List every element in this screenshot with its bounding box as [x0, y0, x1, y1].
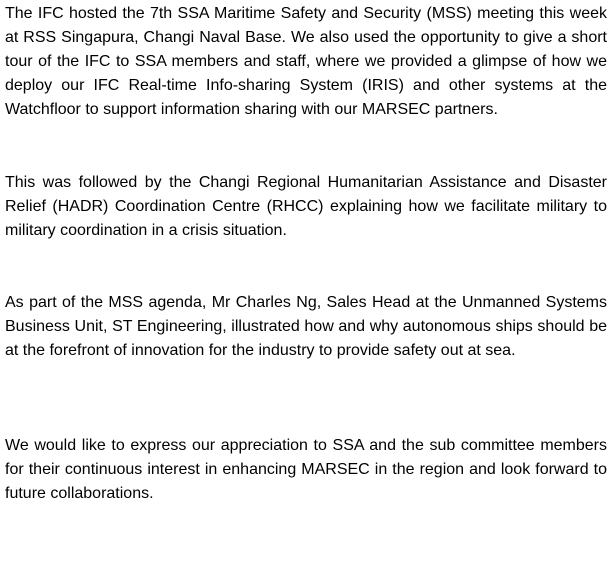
paragraph-appreciation: We would like to express our appreciation to SSA and the sub committee members for their continuous interest in enhancing MARSEC in the region and look forward to future collaborations. — [5, 437, 607, 502]
paragraph-ifc-meeting: The IFC hosted the 7th SSA Maritime Safety and Security (MSS) meeting this week at RSS Singapura, Changi Naval Base. We also used the opportunity to give a short tour of the IFC to SSA members and staff, where we provided a glimpse of how we deploy our IFC Real-time Info-sharing System (IRIS) and other systems at the Watchfloor to support information sharing with our MARSEC partners. — [5, 5, 607, 118]
paragraph-mss-agenda: As part of the MSS agenda, Mr Charles Ng, Sales Head at the Unmanned Systems Business Unit, ST Engineering, illustrated how and why autonomous ships should be at the forefront of innovation for the industry to provide safety out at sea. — [5, 294, 607, 359]
paragraph-rhcc: This was followed by the Changi Regional Humanitarian Assistance and Disaster Relief (HADR) Coordination Centre (RHCC) explaining how we facilitate military to military coordination in a crisis situation. — [5, 174, 607, 239]
